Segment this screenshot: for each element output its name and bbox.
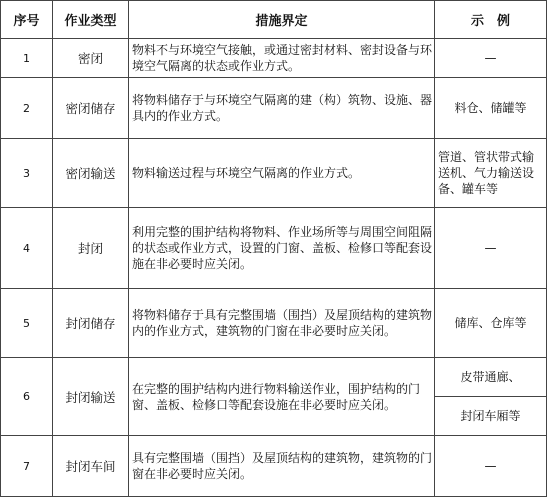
row-type: 封闭 [53,208,129,289]
row-type: 封闭储存 [53,289,129,358]
row-number: 3 [1,139,53,208]
row-definition: 在完整的围护结构内进行物料输送作业，围护结构的门窗、盖板、检修口等配套设施在非必要时应关闭。 [129,358,435,436]
row-definition: 利用完整的围护结构将物料、作业场所等与周围空间阻隔的状态或作业方式，设置的门窗、盖板、检修口等配套设施在非必要时应关闭。 [129,208,435,289]
row-number: 5 [1,289,53,358]
header-type: 作业类型 [53,1,129,39]
table-row [1,139,547,208]
header-example: 示 例 [435,1,547,39]
table-row [1,39,547,78]
header-row [1,1,547,39]
row-type: 密闭 [53,39,129,78]
table-row [1,289,547,358]
header-no: 序号 [1,1,53,39]
row-type: 密闭输送 [53,139,129,208]
table-row [1,78,547,139]
row-definition: 物料输送过程与环境空气隔离的作业方式。 [129,139,435,208]
row-number: 2 [1,78,53,139]
row-example: 封闭车厢等 [435,397,547,436]
table-row [1,208,547,289]
row-number: 4 [1,208,53,289]
row-definition: 具有完整围墙（围挡）及屋顶结构的建筑物，建筑物的门窗在非必要时应关闭。 [129,436,435,497]
row-definition: 将物料储存于与环境空气隔离的建（构）筑物、设施、器具内的作业方式。 [129,78,435,139]
row-example: 储库、仓库等 [435,289,547,358]
row-number: 7 [1,436,53,497]
row-type: 封闭车间 [53,436,129,497]
row-number: 6 [1,358,53,436]
row-example: — [435,39,547,78]
header-definition: 措施界定 [129,1,435,39]
row-number: 1 [1,39,53,78]
table-row [1,436,547,497]
row-example: — [435,436,547,497]
row-definition: 物料不与环境空气接触，或通过密封材料、密封设备与环境空气隔离的状态或作业方式。 [129,39,435,78]
table-row [1,358,547,397]
row-example: — [435,208,547,289]
row-example: 皮带通廊、 [435,358,547,397]
row-type: 密闭储存 [53,78,129,139]
row-definition: 将物料储存于具有完整围墙（围挡）及屋顶结构的建筑物内的作业方式，建筑物的门窗在非必要时应关闭。 [129,289,435,358]
row-type: 封闭输送 [53,358,129,436]
row-example: 管道、管状带式输送机、气力输送设备、罐车等 [435,139,547,208]
row-example: 料仓、储罐等 [435,78,547,139]
